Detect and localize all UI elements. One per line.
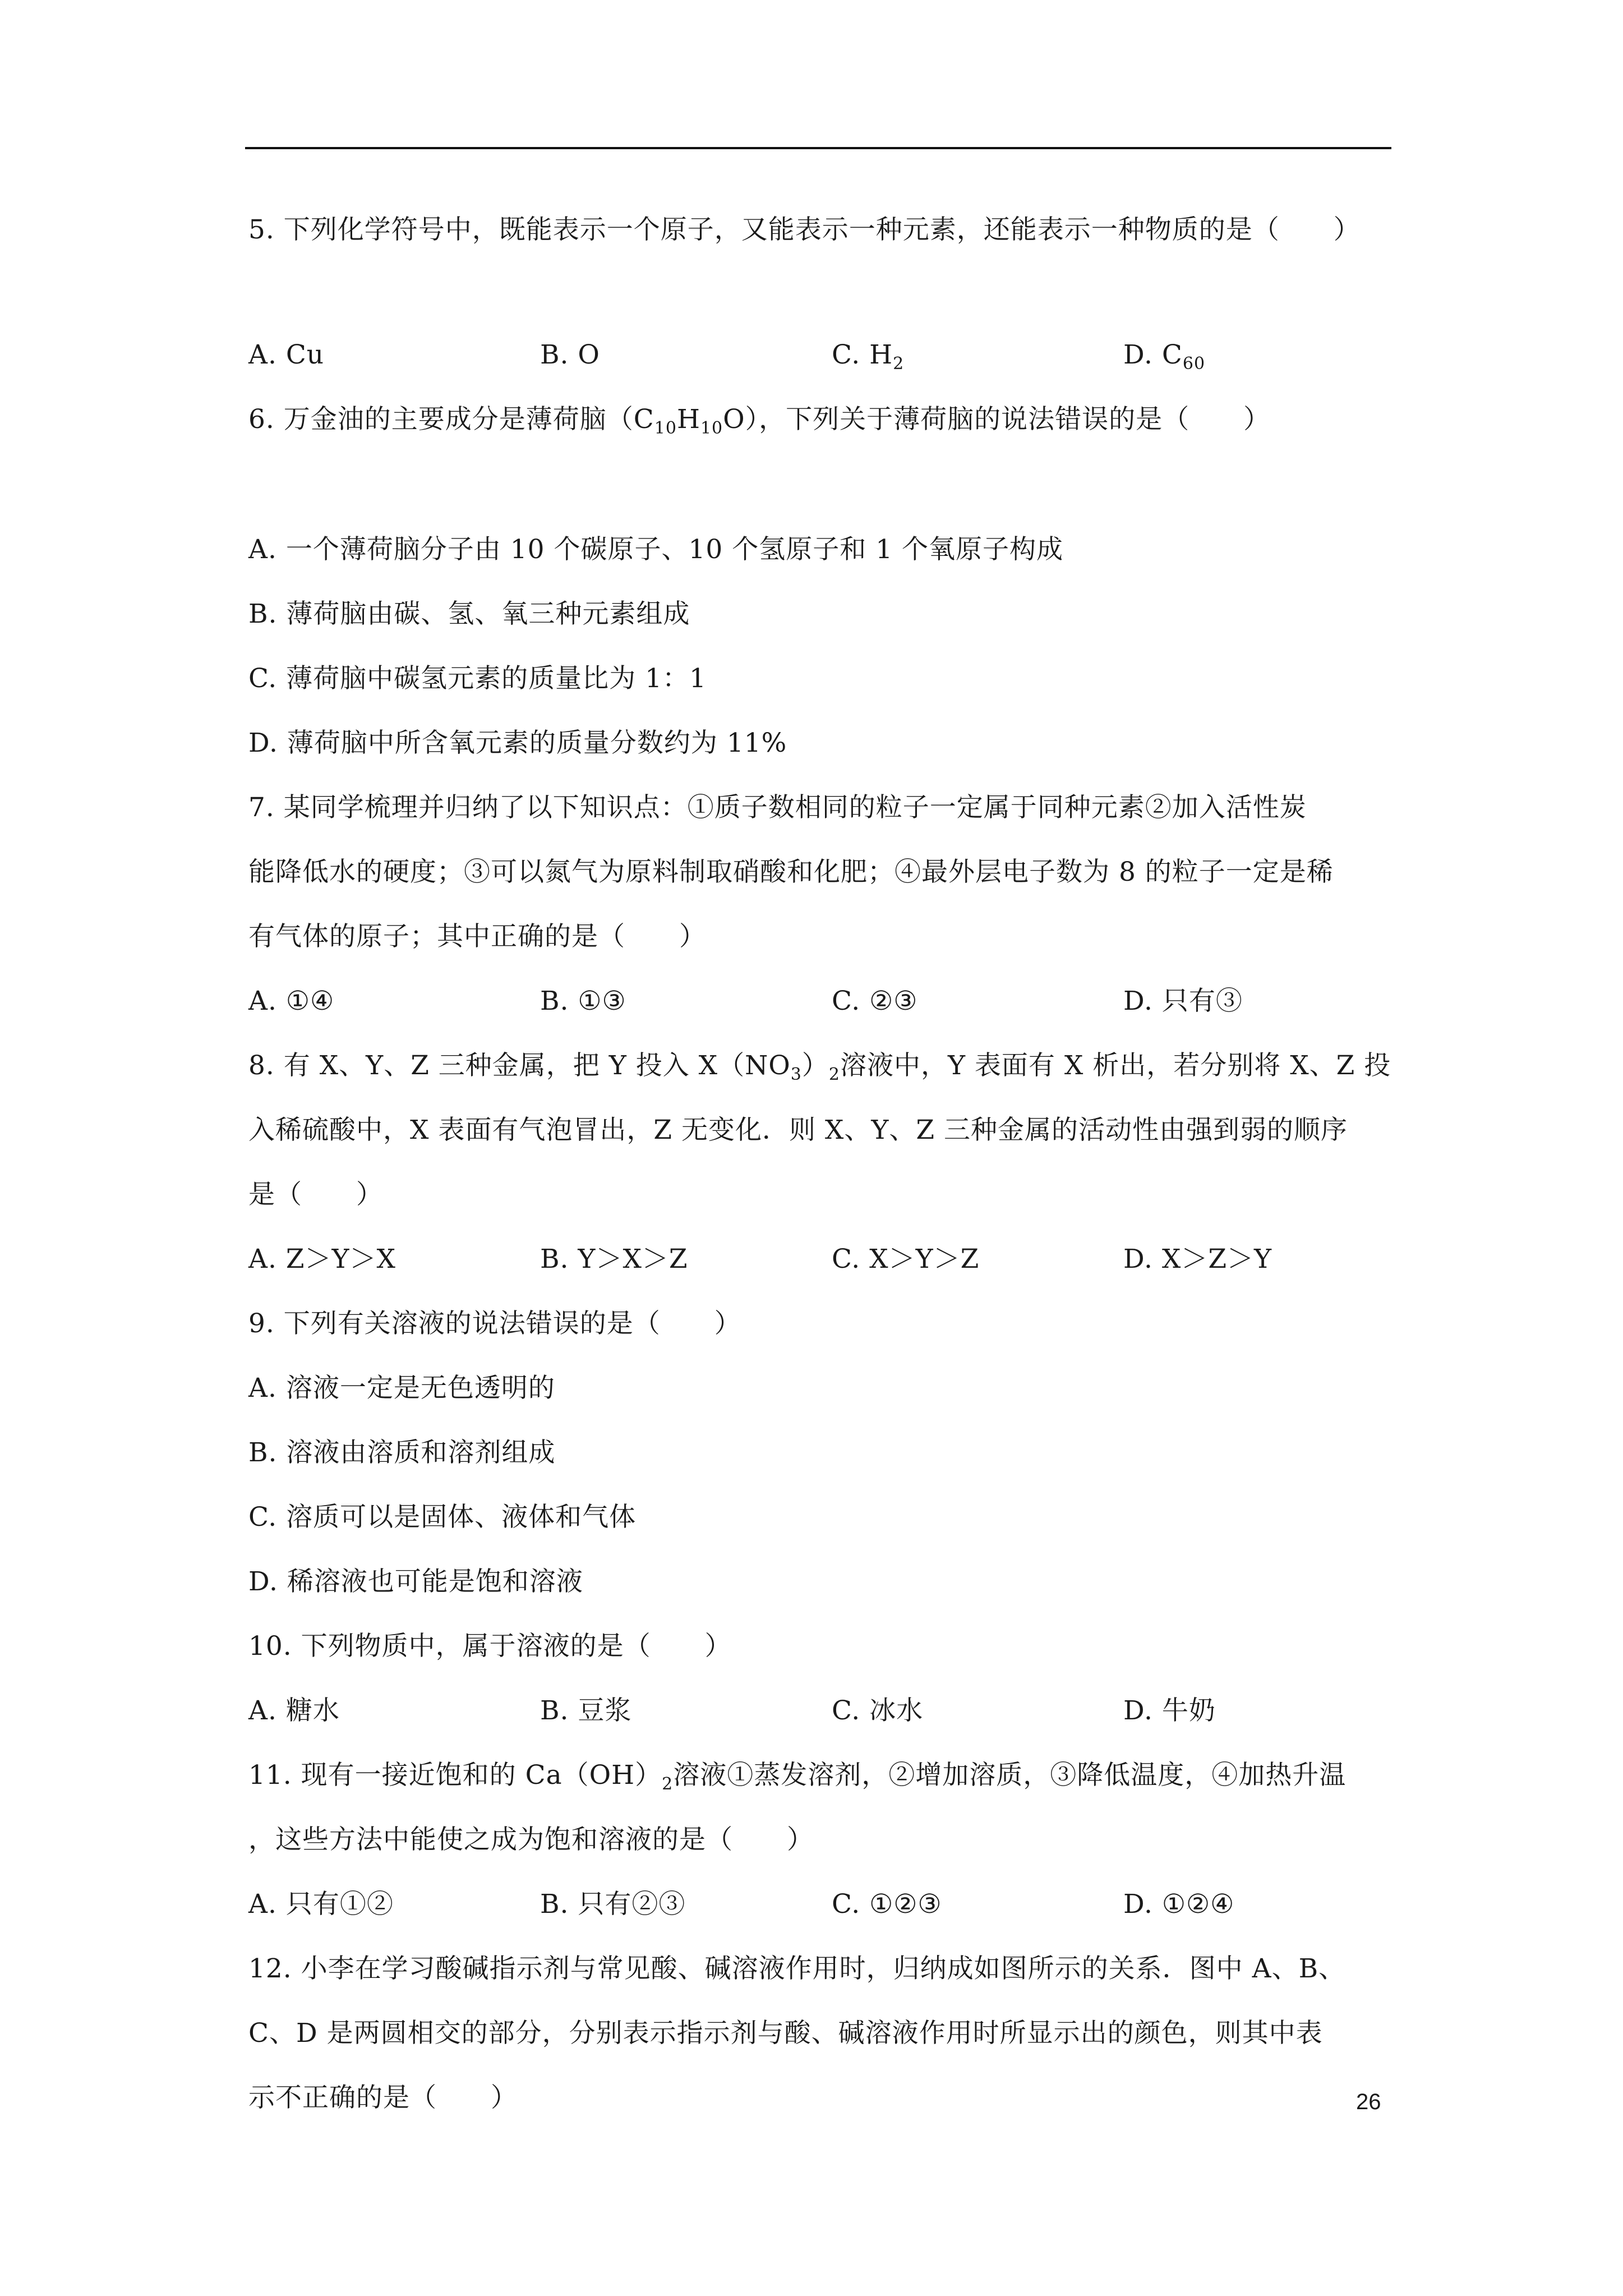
q11-option-a: A. 只有①② — [248, 1889, 394, 1920]
q10-option-c: C. 冰水 — [832, 1695, 924, 1726]
q7-option-b: B. ①③ — [540, 986, 626, 1016]
q11-stem-line2: ，这些方法中能使之成为饱和溶液的是（ ） — [248, 1824, 814, 1855]
q8-option-c: C. X＞Y＞Z — [832, 1244, 980, 1274]
q11-option-c: C. ①②③ — [832, 1889, 942, 1920]
q12-stem-line3: 示不正确的是（ ） — [248, 2082, 518, 2113]
q7-option-c: C. ②③ — [832, 986, 918, 1016]
q5-option-d: D. $C_{60}$ — [1123, 339, 1206, 374]
q7-stem-line1: 7. 某同学梳理并归纳了以下知识点：①质子数相同的粒子一定属于同种元素②加入活性炭 — [248, 792, 1307, 823]
q8-stem-line3: 是（ ） — [248, 1179, 383, 1210]
q8-option-d: D. X＞Z＞Y — [1123, 1244, 1272, 1274]
q10-option-d: D. 牛奶 — [1123, 1695, 1216, 1726]
q5-stem: 5. 下列化学符号中，既能表示一个原子，又能表示一种元素，还能表示一种物质的是（ ） — [248, 214, 1361, 245]
q12-stem-line1: 12. 小李在学习酸碱指示剂与常见酸、碱溶液作用时，归纳成如图所示的关系．图中 A、B、 — [248, 1953, 1346, 1984]
q9-option-a: A. 溶液一定是无色透明的 — [248, 1373, 555, 1404]
q6-option-c: C. 薄荷脑中碳氢元素的质量比为 1：1 — [248, 663, 707, 694]
q7-option-a: A. ①④ — [248, 986, 335, 1016]
q10-option-b: B. 豆浆 — [540, 1695, 632, 1726]
q7-stem-line2: 能降低水的硬度；③可以氮气为原料制取硝酸和化肥；④最外层电子数为 8 的粒子一定是稀 — [248, 857, 1334, 887]
q8-stem-line1: 8. 有 X、Y、Z 三种金属，把 Y 投入 $X(NO_3)_2$溶液中，Y 表面有 X 析出，若分别将 X、Z 投 — [248, 1050, 1391, 1084]
q7-option-d: D. 只有③ — [1123, 986, 1243, 1016]
q8-option-a: A. Z＞Y＞X — [248, 1244, 396, 1274]
q11-option-b: B. 只有②③ — [540, 1889, 686, 1920]
q7-stem-line3: 有气体的原子；其中正确的是（ ） — [248, 921, 706, 952]
q8-option-b: B. Y＞X＞Z — [540, 1244, 688, 1274]
q5-option-c: C. $H_2$ — [832, 339, 905, 374]
q9-option-b: B. 溶液由溶质和溶剂组成 — [248, 1437, 556, 1468]
q8-stem-line2: 入稀硫酸中，X 表面有气泡冒出，Z 无变化．则 X、Y、Z 三种金属的活动性由强到弱的顺序 — [248, 1115, 1348, 1145]
header-rule — [245, 147, 1391, 149]
q9-option-c: C. 溶质可以是固体、液体和气体 — [248, 1502, 637, 1533]
q10-option-a: A. 糖水 — [248, 1695, 340, 1726]
q12-stem-line2: C、D 是两圆相交的部分，分别表示指示剂与酸、碱溶液作用时所显示出的颜色，则其中表 — [248, 2018, 1323, 2049]
q6-option-a: A. 一个薄荷脑分子由 10 个碳原子、10 个氢原子和 1 个氧原子构成 — [248, 534, 1064, 565]
q6-stem: 6. 万金油的主要成分是薄荷脑$(C_{10}H_{10}O)$，下列关于薄荷脑的说法错误的是（ ） — [248, 404, 1271, 438]
q9-stem: 9. 下列有关溶液的说法错误的是（ ） — [248, 1308, 741, 1339]
q5-option-b: B. O — [540, 339, 600, 370]
q11-option-d: D. ①②④ — [1123, 1889, 1235, 1920]
q11-stem-line1: 11. 现有一接近饱和的 $Ca(OH)_2$溶液①蒸发溶剂，②增加溶质，③降低温度，④加热升温 — [248, 1760, 1347, 1794]
page-number: 26 — [1356, 2090, 1381, 2114]
q9-option-d: D. 稀溶液也可能是饱和溶液 — [248, 1566, 583, 1597]
q10-stem: 10. 下列物质中，属于溶液的是（ ） — [248, 1631, 732, 1662]
q5-option-a: A. Cu — [248, 339, 325, 370]
q6-option-d: D. 薄荷脑中所含氧元素的质量分数约为 11% — [248, 728, 787, 758]
q6-option-b: B. 薄荷脑由碳、氢、氧三种元素组成 — [248, 599, 690, 629]
